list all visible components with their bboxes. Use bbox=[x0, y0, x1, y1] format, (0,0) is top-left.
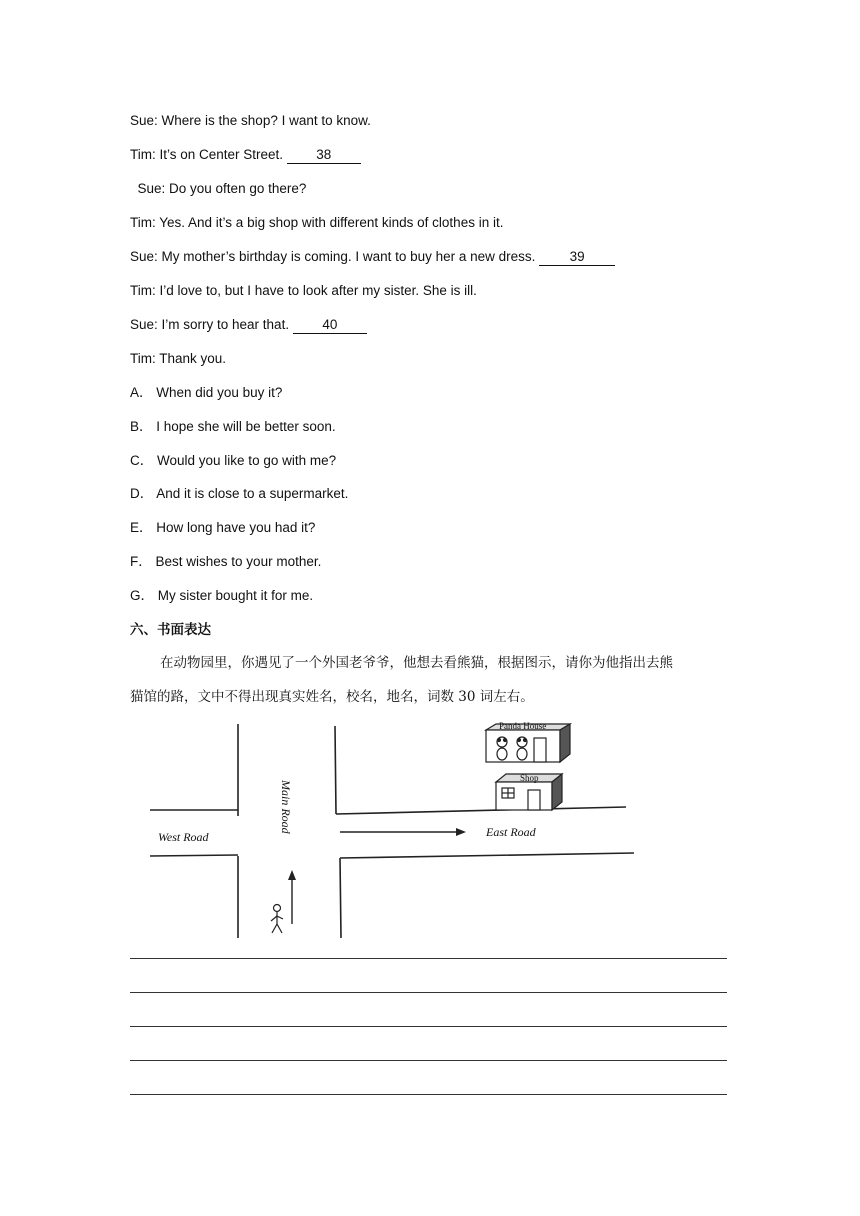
option-f bbox=[130, 553, 321, 571]
main-road-label: Main Road bbox=[279, 780, 293, 834]
prompt-line-2: 猫馆的路，文中不得出现真实姓名，校名，地名，词数 30 词左右。 bbox=[130, 689, 534, 705]
writing-line[interactable] bbox=[130, 1026, 727, 1027]
dialogue-line bbox=[130, 112, 371, 130]
option-text: My sister bought it for me. bbox=[157, 588, 314, 603]
option-b bbox=[130, 418, 336, 436]
option-letter: F． bbox=[130, 554, 152, 569]
north-arrow-icon bbox=[288, 870, 296, 924]
writing-line[interactable] bbox=[130, 1094, 727, 1095]
option-text: How long have you had it? bbox=[156, 520, 316, 535]
option-text: And it is close to a supermarket. bbox=[156, 486, 349, 501]
option-letter: B． bbox=[130, 419, 153, 434]
answer-blank-39[interactable]: 39 bbox=[539, 249, 615, 266]
dialogue-line bbox=[130, 316, 367, 334]
dialogue-text: Sue: Do you often go there? bbox=[130, 181, 307, 196]
option-text: Best wishes to your mother. bbox=[155, 554, 322, 569]
road-edge bbox=[335, 726, 336, 814]
answer-blank-38[interactable]: 38 bbox=[287, 147, 361, 164]
dialogue-line bbox=[130, 180, 306, 198]
writing-line[interactable] bbox=[130, 958, 727, 959]
road-edge bbox=[340, 858, 341, 938]
route-map bbox=[130, 718, 640, 940]
option-g bbox=[130, 587, 313, 605]
east-road-label: East Road bbox=[486, 825, 536, 839]
road-edge bbox=[340, 853, 634, 858]
panda-house-label: Panda House bbox=[499, 721, 547, 731]
answer-blank-40[interactable]: 40 bbox=[293, 317, 367, 334]
prompt-line-1: 在动物园里，你遇见了一个外国老爷爷，他想去看熊猫，根据图示，请你为他指出去熊 bbox=[160, 655, 673, 671]
road-edge bbox=[150, 855, 238, 856]
option-text: When did you buy it? bbox=[156, 385, 283, 400]
option-letter: G． bbox=[130, 588, 155, 603]
option-letter: E． bbox=[130, 520, 153, 535]
option-letter: C． bbox=[130, 453, 154, 468]
dialogue-line bbox=[130, 350, 226, 368]
option-letter: A． bbox=[130, 385, 153, 400]
walking-person-icon bbox=[271, 905, 283, 934]
option-c bbox=[130, 452, 336, 470]
option-d bbox=[130, 485, 348, 503]
option-e bbox=[130, 519, 315, 537]
dialogue-line bbox=[130, 248, 615, 266]
road-edge bbox=[336, 807, 626, 814]
west-road-label: West Road bbox=[158, 830, 209, 844]
writing-line[interactable] bbox=[130, 992, 727, 993]
dialogue-text: Tim: I’d love to, but I have to look after my sister. She is ill. bbox=[130, 283, 477, 298]
dialogue-text: Tim: It’s on Center Street. bbox=[130, 147, 287, 162]
shop-label: Shop bbox=[520, 773, 539, 783]
writing-line[interactable] bbox=[130, 1060, 727, 1061]
dialogue-text: Sue: I’m sorry to hear that. bbox=[130, 317, 293, 332]
section-title: 六、书面表达 bbox=[130, 622, 211, 638]
dialogue-line bbox=[130, 214, 503, 232]
dialogue-line bbox=[130, 146, 361, 164]
dialogue-text: Tim: Thank you. bbox=[130, 351, 227, 366]
dialogue-text: Sue: Where is the shop? I want to know. bbox=[130, 113, 371, 128]
east-arrow-icon bbox=[340, 828, 466, 836]
dialogue-text: Tim: Yes. And it’s a big shop with different kinds of clothes in it. bbox=[130, 215, 504, 230]
dialogue-text: Sue: My mother’s birthday is coming. I want to buy her a new dress. bbox=[130, 249, 540, 264]
option-a bbox=[130, 384, 282, 402]
dialogue-line bbox=[130, 282, 477, 300]
option-text: Would you like to go with me? bbox=[157, 453, 337, 468]
option-letter: D． bbox=[130, 486, 154, 501]
option-text: I hope she will be better soon. bbox=[156, 419, 336, 434]
